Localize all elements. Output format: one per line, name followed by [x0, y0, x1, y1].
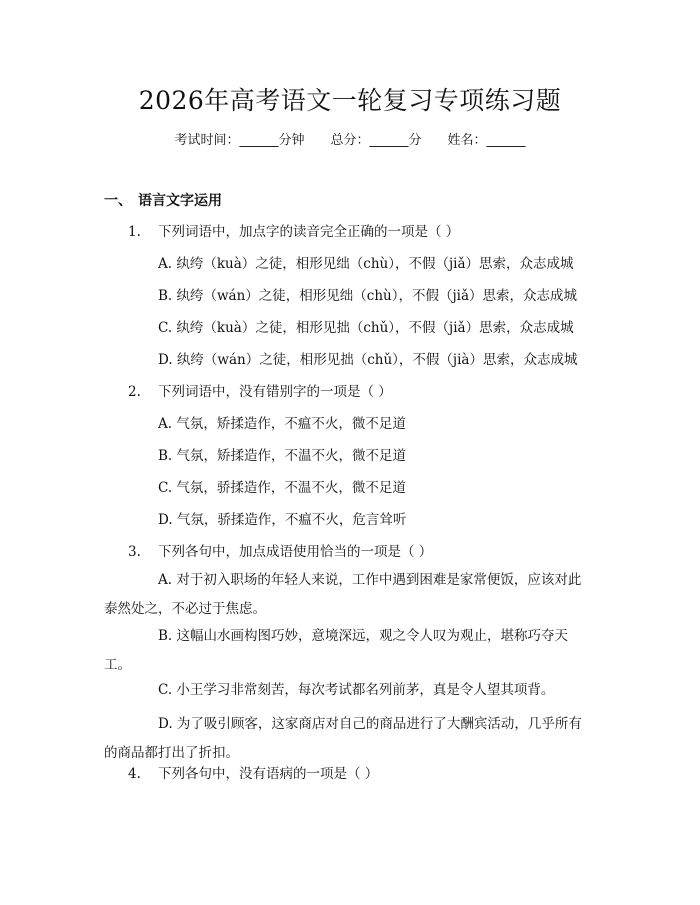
question-3-option-a: A. 对于初入职场的年轻人来说，工作中遇到困难是家常便饭，应该对此泰然处之，不必过于焦虑。: [104, 572, 582, 617]
question-1-option-a: A. 纨绔（kuà）之徒，相形见绌（chù），不假（jiǎ）思索，众志成城: [158, 256, 574, 272]
question-2-option-c: C. 气氛，骄揉造作，不温不火，微不足道: [158, 480, 406, 496]
section-title: 语言文字运用: [138, 193, 222, 209]
question-2-stem: [128, 382, 392, 402]
question-number: 3.: [128, 544, 141, 560]
exam-time-field: 考试时间：______分钟: [174, 133, 305, 148]
question-1-option-d: D. 纨绔（wán）之徒，相形见拙（chǔ），不假（jià）思索，众志成城: [158, 352, 578, 368]
question-3-stem: [128, 542, 432, 562]
question-number: 2.: [128, 384, 141, 400]
question-1-stem: [128, 222, 459, 242]
question-text: 下列各句中，没有语病的一项是（ ）: [158, 766, 379, 782]
question-4-stem: [128, 764, 378, 784]
question-2-option-a: A. 气氛，矫揉造作，不瘟不火，微不足道: [158, 416, 406, 432]
question-2-option-b: B. 气氛，矫揉造作，不温不火，微不足道: [158, 448, 407, 464]
question-3-option-b: B. 这幅山水画构图巧妙，意境深远，观之令人叹为观止，堪称巧夺天工。: [104, 628, 569, 673]
exam-info-line: [0, 131, 700, 151]
page-title: 2026年高考语文一轮复习专项练习题: [138, 86, 562, 115]
question-text: 下列词语中，没有错别字的一项是（ ）: [158, 384, 392, 400]
question-text: 下列词语中，加点字的读音完全正确的一项是（ ）: [158, 224, 460, 240]
question-1-option-c: C. 纨绔（kuà）之徒，相形见拙（chǔ），不假（jiǎ）思索，众志成城: [158, 320, 574, 336]
student-name-field: 姓名：______: [447, 133, 526, 148]
question-3-option-c: C. 小王学习非常刻苦，每次考试都名列前茅，真是令人望其项背。: [158, 682, 555, 698]
question-3-option-d: D. 为了吸引顾客，这家商店对自己的商品进行了大酬宾活动，几乎所有的商品都打出了折扣。: [104, 716, 582, 761]
question-number: 1.: [128, 224, 141, 240]
section-heading: [104, 191, 222, 211]
question-2-option-d: D. 气氛，骄揉造作，不瘟不火，危言耸听: [158, 512, 407, 528]
section-number: 一、: [104, 193, 132, 209]
question-text: 下列各句中，加点成语使用恰当的一项是（ ）: [158, 544, 433, 560]
question-number: 4.: [128, 766, 141, 782]
total-score-field: 总分：______分: [330, 133, 422, 148]
question-1-option-b: B. 纨绔（wán）之徒，相形见绌（chù），不假（jiǎ）思索，众志成城: [158, 288, 578, 304]
